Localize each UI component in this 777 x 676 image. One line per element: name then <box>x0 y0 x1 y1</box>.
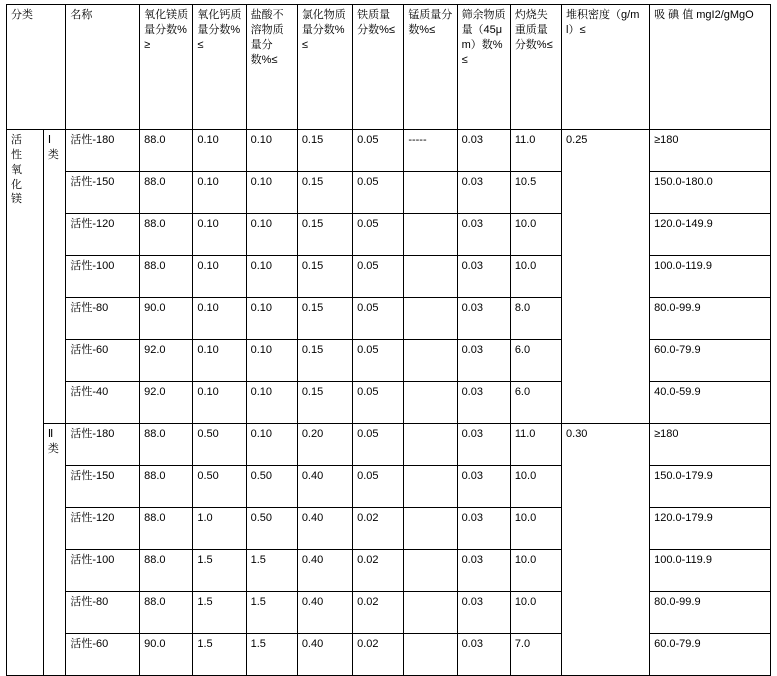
cell-manganese <box>404 508 457 550</box>
table-row <box>7 172 771 214</box>
table-row <box>7 340 771 382</box>
cell-cao: 0.10 <box>193 172 246 214</box>
cell-chloride: 0.40 <box>297 508 352 550</box>
cell-sieve: 0.03 <box>457 340 510 382</box>
category-char-1: 活 <box>11 134 22 146</box>
cell-sieve: 0.03 <box>457 256 510 298</box>
cell-loss: 10.0 <box>510 508 561 550</box>
cell-cao: 0.10 <box>193 298 246 340</box>
cell-cao: 0.10 <box>193 382 246 424</box>
cell-manganese <box>404 340 457 382</box>
cell-chloride: 0.40 <box>297 634 352 676</box>
cell-manganese <box>404 214 457 256</box>
cell-name: 活性-60 <box>66 634 140 676</box>
cell-chloride: 0.15 <box>297 172 352 214</box>
cell-name: 活性-180 <box>66 424 140 466</box>
cell-cao: 0.50 <box>193 424 246 466</box>
cell-iodine: 150.0-180.0 <box>650 172 771 214</box>
header-manganese: 锰质量分数%≤ <box>404 5 457 130</box>
table-row <box>7 256 771 298</box>
cell-name: 活性-60 <box>66 340 140 382</box>
cell-mgo: 92.0 <box>140 340 193 382</box>
cell-hcl: 0.10 <box>246 340 297 382</box>
cell-chloride: 0.15 <box>297 130 352 172</box>
cell-name: 活性-40 <box>66 382 140 424</box>
cell-manganese <box>404 466 457 508</box>
cell-manganese <box>404 550 457 592</box>
cell-iron: 0.05 <box>353 298 404 340</box>
table-row <box>7 424 771 466</box>
cell-sieve: 0.03 <box>457 382 510 424</box>
cell-iodine: 120.0-149.9 <box>650 214 771 256</box>
cell-iodine: ≥180 <box>650 424 771 466</box>
cell-loss: 11.0 <box>510 424 561 466</box>
header-hcl-insoluble: 盐酸不溶物质量分数%≤ <box>246 5 297 130</box>
header-iodine-value: 吸 碘 值 mgI2/gMgO <box>650 5 771 130</box>
cell-sieve: 0.03 <box>457 130 510 172</box>
cell-sieve: 0.03 <box>457 298 510 340</box>
cell-cao: 1.5 <box>193 634 246 676</box>
cell-iron: 0.05 <box>353 130 404 172</box>
cell-manganese <box>404 634 457 676</box>
cell-hcl: 1.5 <box>246 634 297 676</box>
cell-iodine: 60.0-79.9 <box>650 340 771 382</box>
category-char-3: 氧 <box>11 163 22 176</box>
cell-sieve: 0.03 <box>457 508 510 550</box>
cell-manganese <box>404 256 457 298</box>
cell-iron: 0.02 <box>353 592 404 634</box>
cell-hcl: 0.10 <box>246 382 297 424</box>
header-mgo: 氧化镁质量分数%≥ <box>140 5 193 130</box>
cell-mgo: 92.0 <box>140 382 193 424</box>
cell-cao: 0.10 <box>193 256 246 298</box>
cell-manganese <box>404 382 457 424</box>
header-bulk-density: 堆积密度（g/ml）≤ <box>562 5 650 130</box>
cell-cao: 0.10 <box>193 340 246 382</box>
cell-iron: 0.05 <box>353 256 404 298</box>
cell-name: 活性-150 <box>66 466 140 508</box>
cell-cao: 1.0 <box>193 508 246 550</box>
table-row <box>7 214 771 256</box>
cell-chloride: 0.40 <box>297 550 352 592</box>
cell-sieve: 0.03 <box>457 172 510 214</box>
cell-mgo: 88.0 <box>140 214 193 256</box>
specification-table <box>6 4 771 676</box>
table-row <box>7 508 771 550</box>
cell-chloride: 0.20 <box>297 424 352 466</box>
cell-loss: 7.0 <box>510 634 561 676</box>
header-cao: 氧化钙质量分数%≤ <box>193 5 246 130</box>
cell-iodine: 40.0-59.9 <box>650 382 771 424</box>
category-cell <box>7 130 44 676</box>
cell-chloride: 0.15 <box>297 382 352 424</box>
cell-iodine: ≥180 <box>650 130 771 172</box>
cell-iodine: 80.0-99.9 <box>650 298 771 340</box>
table-row <box>7 634 771 676</box>
cell-name: 活性-120 <box>66 214 140 256</box>
cell-loss: 6.0 <box>510 382 561 424</box>
cell-loss: 10.5 <box>510 172 561 214</box>
cell-sieve: 0.03 <box>457 466 510 508</box>
cell-loss: 10.0 <box>510 592 561 634</box>
cell-sieve: 0.03 <box>457 634 510 676</box>
header-sieve-residue: 筛余物质量（45μm）数%≤ <box>457 5 510 130</box>
cell-iron: 0.02 <box>353 508 404 550</box>
cell-name: 活性-150 <box>66 172 140 214</box>
cell-hcl: 1.5 <box>246 550 297 592</box>
cell-loss: 10.0 <box>510 256 561 298</box>
category-char-2: 性 <box>11 148 22 161</box>
header-category: 分类 <box>7 5 66 130</box>
cell-iodine: 100.0-119.9 <box>650 550 771 592</box>
cell-sieve: 0.03 <box>457 424 510 466</box>
cell-iron: 0.05 <box>353 214 404 256</box>
table-row <box>7 130 771 172</box>
class-char-1: Ⅰ <box>47 134 52 146</box>
cell-density-1: 0.25 <box>562 130 650 424</box>
cell-chloride: 0.40 <box>297 466 352 508</box>
cell-hcl: 1.5 <box>246 592 297 634</box>
class-char-2: 类 <box>47 148 59 161</box>
category-char-5: 镁 <box>11 193 22 206</box>
cell-iodine: 100.0-119.9 <box>650 256 771 298</box>
cell-manganese: ----- <box>404 130 457 172</box>
category-char-4: 化 <box>11 178 22 191</box>
cell-cao: 0.50 <box>193 466 246 508</box>
cell-cao: 0.10 <box>193 214 246 256</box>
cell-name: 活性-180 <box>66 130 140 172</box>
table-row <box>7 382 771 424</box>
cell-hcl: 0.50 <box>246 508 297 550</box>
cell-hcl: 0.10 <box>246 424 297 466</box>
cell-mgo: 88.0 <box>140 592 193 634</box>
cell-loss: 8.0 <box>510 298 561 340</box>
cell-name: 活性-80 <box>66 298 140 340</box>
table-row <box>7 592 771 634</box>
cell-mgo: 88.0 <box>140 172 193 214</box>
cell-manganese <box>404 592 457 634</box>
cell-hcl: 0.10 <box>246 256 297 298</box>
cell-name: 活性-100 <box>66 256 140 298</box>
cell-density-2: 0.30 <box>562 424 650 676</box>
table-row <box>7 466 771 508</box>
cell-hcl: 0.50 <box>246 466 297 508</box>
cell-cao: 1.5 <box>193 592 246 634</box>
cell-iron: 0.02 <box>353 550 404 592</box>
cell-mgo: 88.0 <box>140 550 193 592</box>
cell-manganese <box>404 298 457 340</box>
cell-loss: 11.0 <box>510 130 561 172</box>
cell-sieve: 0.03 <box>457 592 510 634</box>
cell-name: 活性-80 <box>66 592 140 634</box>
cell-mgo: 90.0 <box>140 298 193 340</box>
cell-name: 活性-120 <box>66 508 140 550</box>
cell-iodine: 120.0-179.9 <box>650 508 771 550</box>
cell-hcl: 0.10 <box>246 298 297 340</box>
cell-iron: 0.02 <box>353 634 404 676</box>
cell-chloride: 0.15 <box>297 256 352 298</box>
cell-iodine: 80.0-99.9 <box>650 592 771 634</box>
class-char-1: Ⅱ <box>47 428 54 440</box>
cell-iodine: 60.0-79.9 <box>650 634 771 676</box>
class-cell-1 <box>43 130 66 424</box>
cell-hcl: 0.10 <box>246 214 297 256</box>
header-chloride: 氯化物质量分数%≤ <box>297 5 352 130</box>
cell-manganese <box>404 424 457 466</box>
cell-mgo: 88.0 <box>140 130 193 172</box>
cell-loss: 10.0 <box>510 214 561 256</box>
table-header-row <box>7 5 771 130</box>
cell-loss: 10.0 <box>510 550 561 592</box>
table-row <box>7 298 771 340</box>
cell-mgo: 90.0 <box>140 634 193 676</box>
header-loss-on-ignition: 灼烧失重质量分数%≤ <box>510 5 561 130</box>
cell-loss: 10.0 <box>510 466 561 508</box>
cell-iron: 0.05 <box>353 424 404 466</box>
cell-mgo: 88.0 <box>140 466 193 508</box>
cell-iodine: 150.0-179.9 <box>650 466 771 508</box>
cell-iron: 0.05 <box>353 382 404 424</box>
cell-hcl: 0.10 <box>246 130 297 172</box>
cell-iron: 0.05 <box>353 466 404 508</box>
cell-loss: 6.0 <box>510 340 561 382</box>
cell-cao: 0.10 <box>193 130 246 172</box>
table-row <box>7 550 771 592</box>
cell-mgo: 88.0 <box>140 508 193 550</box>
cell-manganese <box>404 172 457 214</box>
cell-mgo: 88.0 <box>140 256 193 298</box>
cell-iron: 0.05 <box>353 172 404 214</box>
cell-name: 活性-100 <box>66 550 140 592</box>
cell-sieve: 0.03 <box>457 214 510 256</box>
header-name: 名称 <box>66 5 140 130</box>
header-iron: 铁质量分数%≤ <box>353 5 404 130</box>
cell-sieve: 0.03 <box>457 550 510 592</box>
cell-cao: 1.5 <box>193 550 246 592</box>
cell-chloride: 0.40 <box>297 592 352 634</box>
cell-iron: 0.05 <box>353 340 404 382</box>
cell-chloride: 0.15 <box>297 298 352 340</box>
cell-chloride: 0.15 <box>297 214 352 256</box>
cell-chloride: 0.15 <box>297 340 352 382</box>
class-cell-2 <box>43 424 66 676</box>
cell-mgo: 88.0 <box>140 424 193 466</box>
cell-hcl: 0.10 <box>246 172 297 214</box>
class-char-2: 类 <box>47 442 59 455</box>
